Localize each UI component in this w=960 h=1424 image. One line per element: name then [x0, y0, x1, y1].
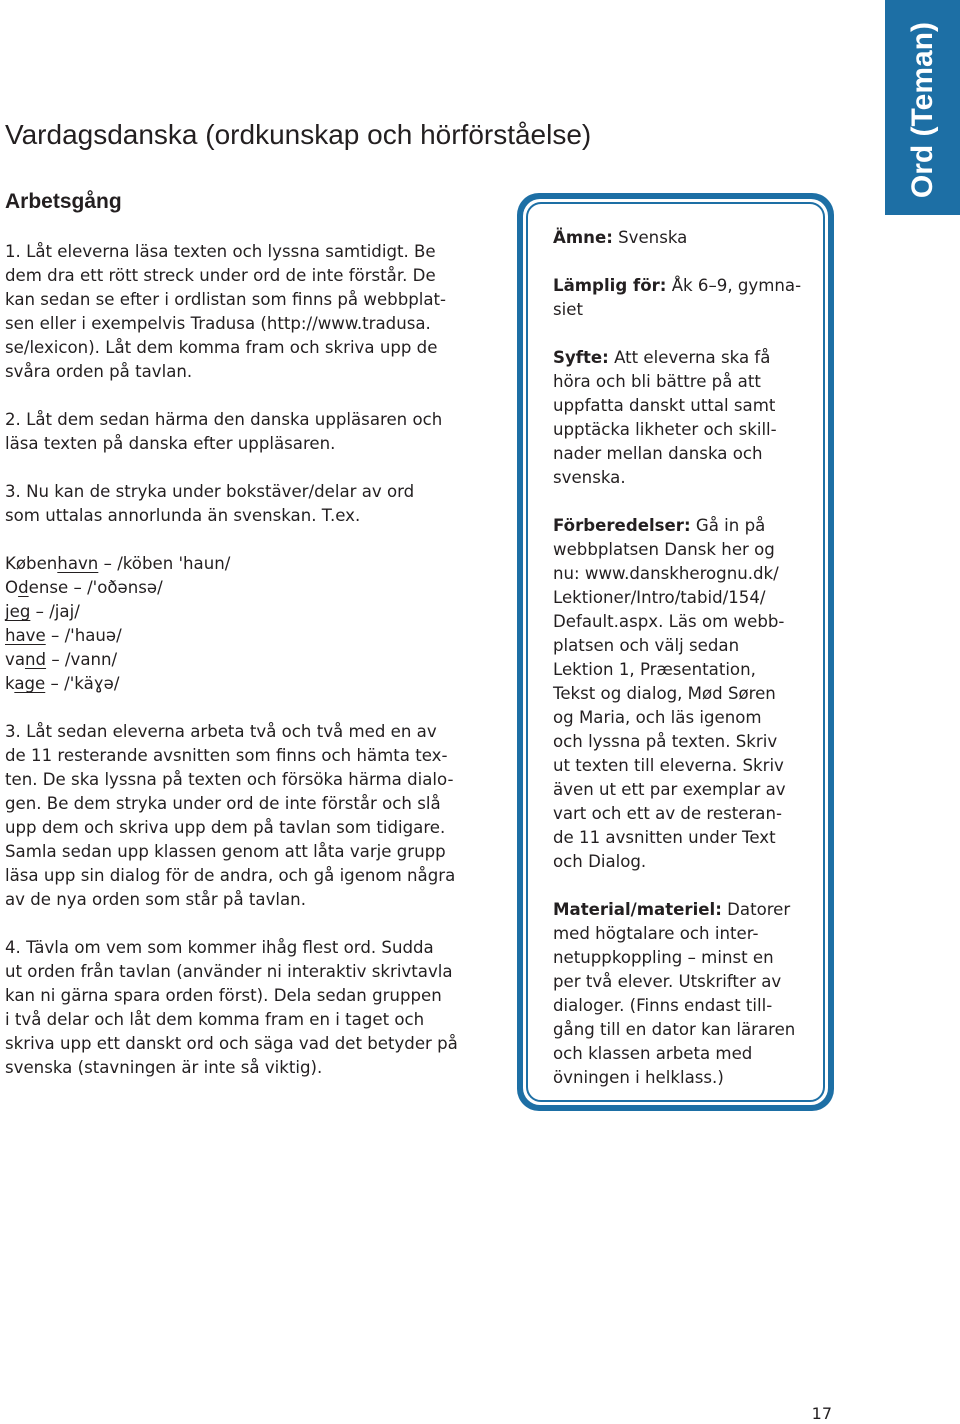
step-1: 1. Låt eleverna läsa texten och lyssna samtidigt. Be dem dra ett rött streck under ord de inte förstår. De kan sedan se efter i ordlistan som finns på webbplat- sen eller i exempelvis Tradusa (http://www.tradusa. se/lexicon). Låt dem komma fram och skriva upp de svåra orden på tavlan.	[5, 242, 447, 381]
section-tab-label: Ord (Teman)	[906, 22, 939, 199]
page-title: Vardagsdanska (ordkunskap och hörförståelse)	[5, 119, 592, 150]
example-line: København – /köben 'haun/	[5, 554, 231, 573]
section-heading: Arbetsgång	[5, 190, 122, 213]
instructions	[5, 240, 500, 1080]
purpose-entry: Syfte: Att eleverna ska få höra och bli bättre på att uppfatta danskt uttal samt upptäcka likheter och skill- nader mellan danska och svenska.	[553, 348, 777, 487]
subject-entry: Ämne: Svenska	[553, 228, 688, 247]
pronunciation-examples	[5, 552, 500, 696]
example-line: have – /'hauə/	[5, 626, 122, 645]
example-line: jeg – /jaj/	[5, 602, 80, 621]
step-3: 3. Nu kan de stryka under bokstäver/delar av ord som uttalas annorlunda än svenskan. T.ex.	[5, 482, 415, 525]
step-4: 4. Tävla om vem som kommer ihåg flest ord. Sudda ut orden från tavlan (använder ni interaktiv skrivtavla kan ni gärna spara orden först). Dela sedan gruppen i två delar och låt dem komma fram en i taget och skriva upp ett danskt ord och säga vad det betyder på svenska (stavningen är inte så viktig).	[5, 938, 458, 1077]
page-number: 17	[811, 1404, 832, 1423]
example-line: kage – /'käɣə/	[5, 674, 120, 693]
suitable-for-entry: Lämplig för: Åk 6–9, gymna- siet	[553, 276, 802, 319]
example-line: vand – /vann/	[5, 650, 118, 669]
info-box	[553, 226, 818, 1114]
example-line: Odense – /'oðənsə/	[5, 578, 163, 597]
preparations-entry: Förberedelser: Gå in på webbplatsen Dansk her og nu: www.danskherognu.dk/ Lektioner/Intro/tabid/154/ Default.aspx. Läs om webb- platsen och välj sedan Lektion 1, Præsentation, Tekst og dialog, Mød Søren og Maria, och läs igenom och lyssna på texten. Skriv ut texten till eleverna. Skriv även ut ett par exemplar av vart och ett av de resteran- de 11 avsnitten under Text och Dialog.	[553, 516, 786, 871]
step-2: 2. Låt dem sedan härma den danska uppläsaren och läsa texten på danska efter uppläsaren.	[5, 410, 443, 453]
step-3b: 3. Låt sedan eleverna arbeta två och två med en av de 11 resterande avsnitten som finns och hämta tex- ten. De ska lyssna på texten och försöka härma dialo- gen. Be dem stryka under ord de inte förstår och slå upp dem och skriva upp dem på tavlan som tidigare. Samla sedan upp klassen genom att låta varje grupp läsa upp sin dialog för de andra, och gå igenom några av de nya orden som står på tavlan.	[5, 722, 456, 909]
section-tab	[885, 0, 960, 215]
materials-entry: Material/materiel: Datorer med högtalare och inter- netuppkoppling – minst en per två elever. Utskrifter av dialoger. (Finns endast till- gång till en dator kan läraren och klassen arbeta med övningen i helklass.)	[553, 900, 796, 1087]
